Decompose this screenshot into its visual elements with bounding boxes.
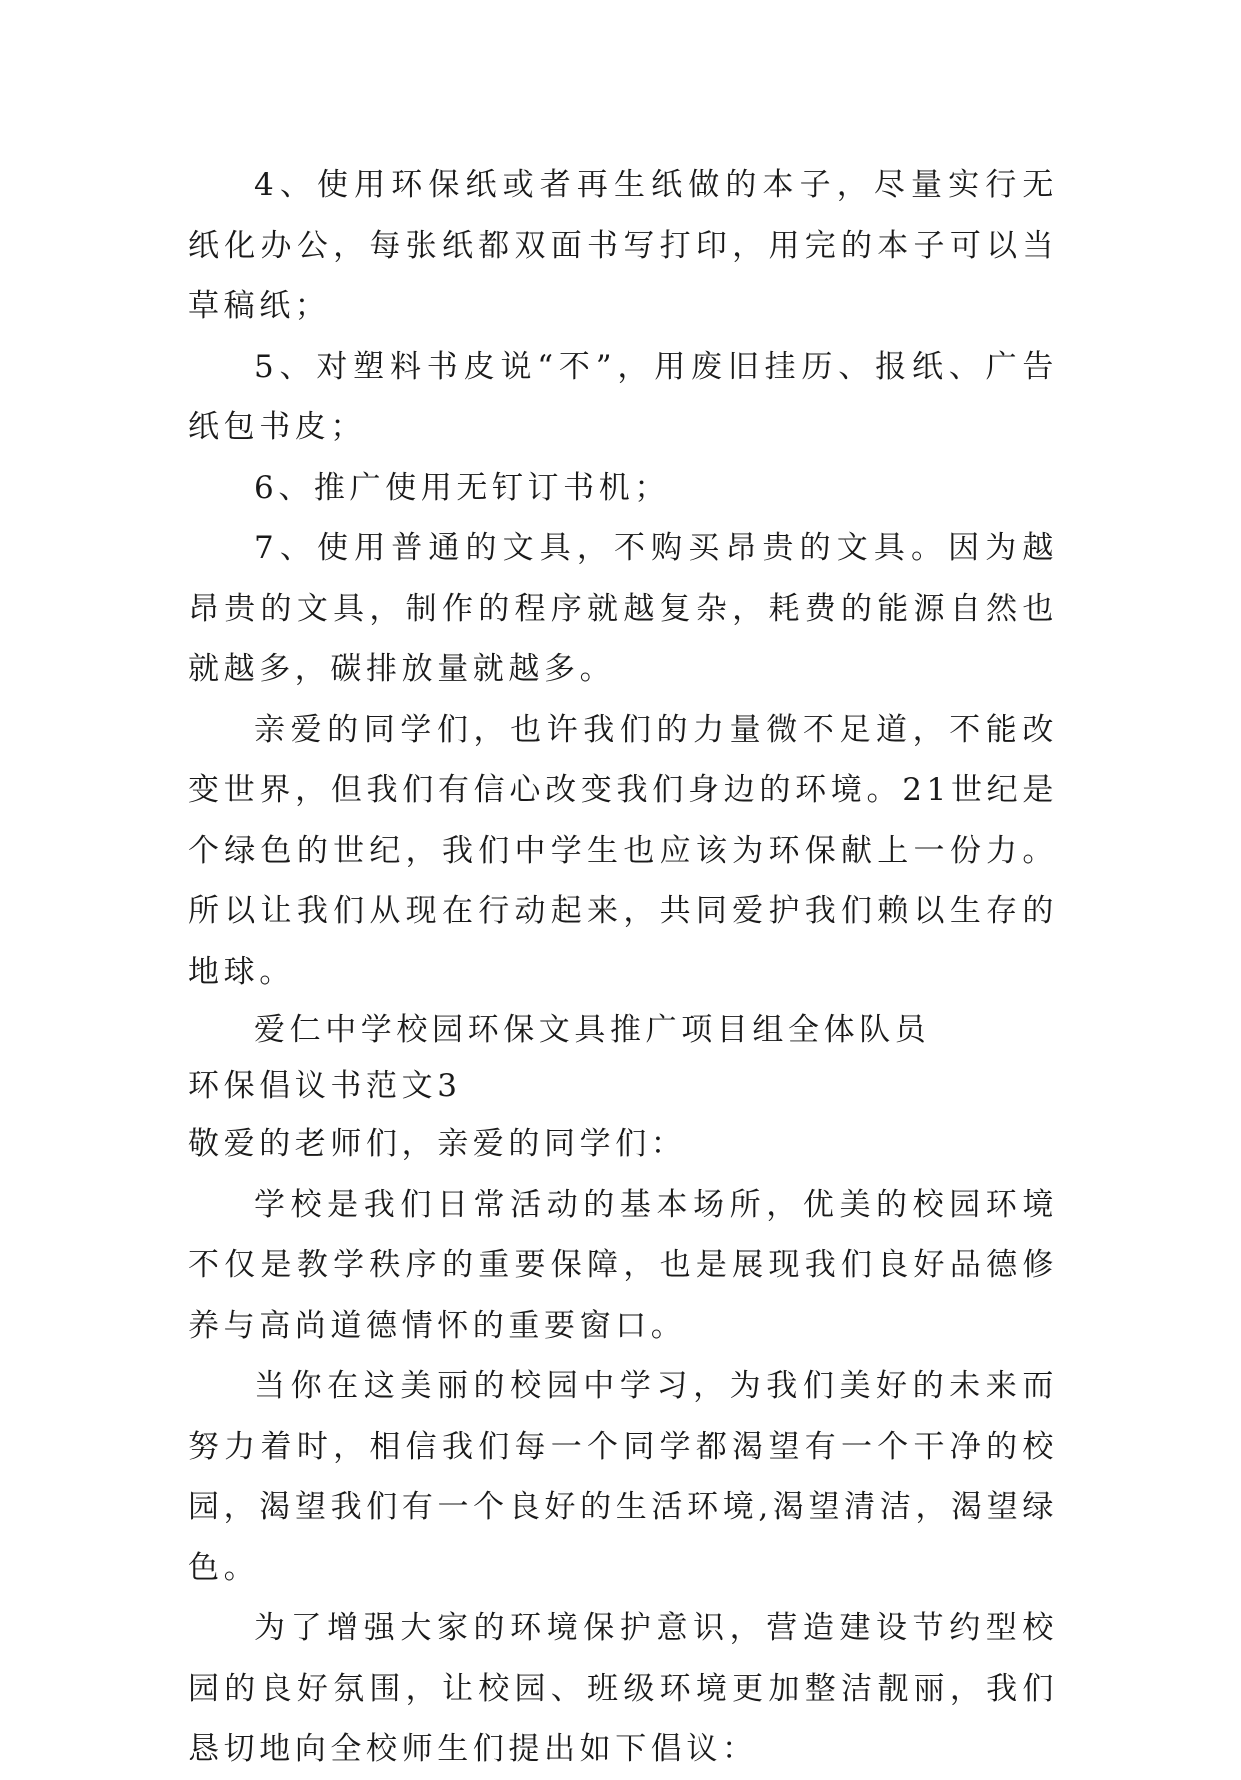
paragraph-item-5: 5、对塑料书皮说“不”，用废旧挂历、报纸、广告纸包书皮； bbox=[188, 348, 1058, 445]
paragraph-campus-wish: 当你在这美丽的校园中学习，为我们美好的未来而努力着时，相信我们每一个同学都渴望有一个干净的校园，渴望我们有一个良好的生活环境,渴望清洁，渴望绿色。 bbox=[188, 1368, 1058, 1586]
paragraph-item-7: 7、使用普通的文具，不购买昂贵的文具。因为越昂贵的文具，制作的程序就越复杂，耗费的能源自然也就越多，碳排放量就越多。 bbox=[188, 530, 1058, 687]
paragraph-proposal-intro: 为了增强大家的环境保护意识，营造建设节约型校园的良好氛围，让校园、班级环境更加整洁靓丽，我们恳切地向全校师生们提出如下倡议： bbox=[188, 1610, 1058, 1767]
signature-line: 爱仁中学校园环保文具推广项目组全体队员 bbox=[254, 1012, 931, 1048]
document-body bbox=[188, 155, 1058, 1780]
paragraph-school-environment: 学校是我们日常活动的基本场所，优美的校园环境不仅是教学秩序的重要保障，也是展现我们良好品德修养与高尚道德情怀的重要窗口。 bbox=[188, 1186, 1058, 1344]
section-title: 环保倡议书范文3 bbox=[188, 1068, 462, 1104]
paragraph-closing-appeal: 亲爱的同学们，也许我们的力量微不足道，不能改变世界，但我们有信心改变我们身边的环境。21世纪是个绿色的世纪，我们中学生也应该为环保献上一份力。所以让我们从现在行动起来，共同爱护我们赖以生存的地球。 bbox=[188, 711, 1058, 990]
paragraph-item-4: 4、使用环保纸或者再生纸做的本子，尽量实行无纸化办公，每张纸都双面书写打印，用完的本子可以当草稿纸； bbox=[188, 167, 1058, 324]
salutation: 敬爱的老师们，亲爱的同学们： bbox=[188, 1126, 687, 1162]
paragraph-item-6: 6、推广使用无钉订书机； bbox=[254, 469, 670, 506]
